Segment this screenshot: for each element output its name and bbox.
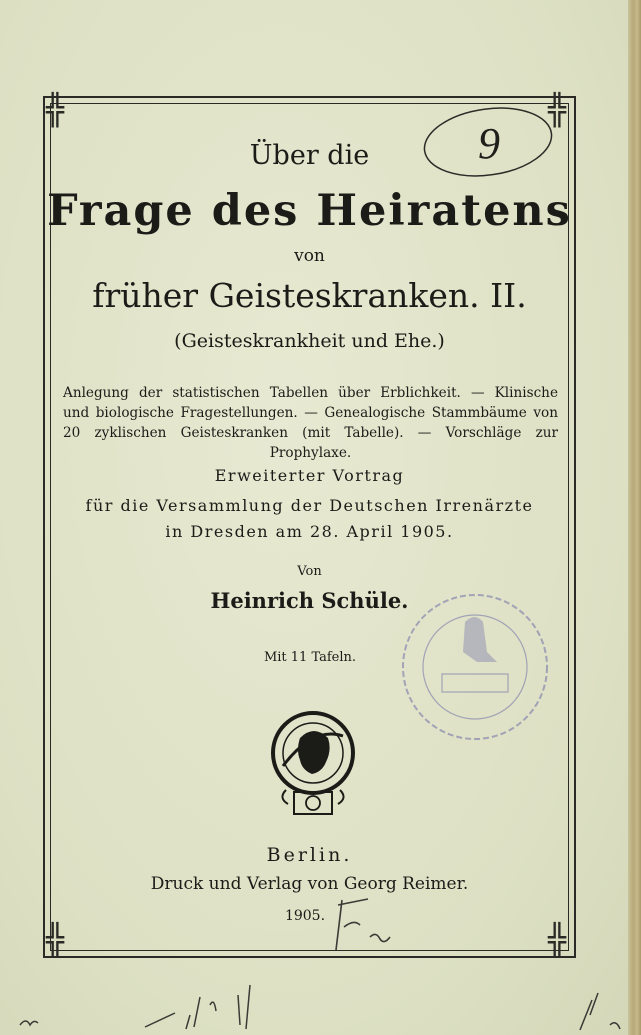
publisher-emblem-icon — [258, 708, 368, 820]
von-label: Von — [297, 564, 322, 579]
imprint-city: Berlin. — [266, 844, 353, 866]
main-title: Frage des Heiratens — [47, 186, 572, 236]
summary-line: und biologische Fragestellungen. — Genealogische Stammbäume von — [63, 405, 558, 421]
lecture-line-2: für die Versammlung der Deutschen Irrenärzte — [85, 496, 534, 515]
subtitle: (Geisteskrankheit und Ehe.) — [174, 330, 445, 352]
title-line-3: von — [294, 246, 325, 266]
page-edge — [628, 0, 641, 1035]
corner-ornament-icon: ╬ — [548, 93, 567, 128]
imprint-publisher: Druck und Verlag von Georg Reimer. — [150, 874, 469, 894]
title-line-1: Über die — [249, 140, 370, 171]
summary-line: Anlegung der statistischen Tabellen über Erblichkeit. — Klinische — [63, 385, 558, 401]
summary-line: 20 zyklischen Geisteskranken (mit Tabelle). — Vorschläge zur Prophylaxe. — [63, 425, 558, 461]
pencil-mark-icon — [330, 895, 420, 955]
library-stamp-icon — [380, 582, 570, 752]
imprint-year: 1905. — [284, 908, 326, 924]
corner-ornament-icon: ╬ — [46, 93, 65, 128]
pencil-mark-icon — [0, 975, 641, 1035]
title-line-4: früher Geisteskranken. II. — [92, 276, 527, 315]
corner-ornament-icon: ╬ — [46, 923, 65, 958]
contents-summary — [63, 383, 558, 463]
corner-ornament-icon: ╬ — [548, 923, 567, 958]
lecture-line-1: Erweiterter Vortrag — [214, 466, 405, 485]
plates-note: Mit 11 Tafeln. — [263, 650, 357, 665]
author-name: Heinrich Schüle. — [210, 588, 409, 613]
shelf-number: 9 — [478, 119, 500, 168]
lecture-line-3: in Dresden am 28. April 1905. — [165, 522, 454, 541]
